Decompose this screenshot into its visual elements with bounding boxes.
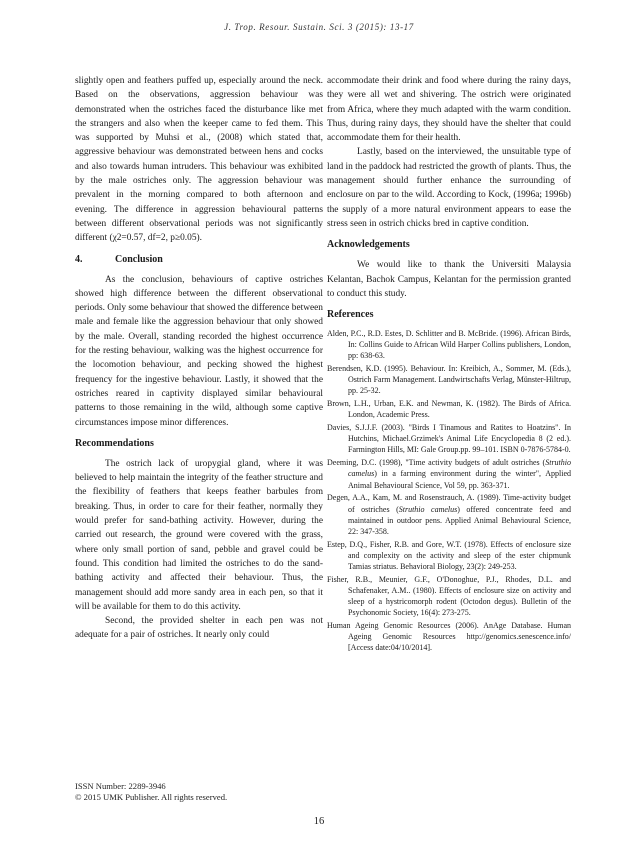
section-title: Conclusion (115, 253, 163, 265)
recommendations-heading: Recommendations (75, 437, 154, 449)
reference-item: Estep, D.Q., Fisher, R.B. and Gore, W.T. (1978). Effects of enclosure size and complexity on the activity and sleep of the ester chipmunk Tamias striatus. Behavioral Biology, 23(2): 249-253. (327, 539, 571, 571)
left-column (75, 74, 323, 643)
right-column (327, 74, 571, 655)
species-name: Struthio camelus (348, 458, 571, 479)
species-name: Struthio camelus (398, 504, 458, 514)
conclusion-heading (75, 253, 323, 266)
paragraph: accommodate their drink and food where during the rainy days, they were all wet and shivering. The ostrich were originated from Africa, where they much adapted with the warm condition. Thus, during rainy days, they should have the shelter that could accommodate them for their health. (327, 76, 571, 144)
reference-item: Berendsen, K.D. (1995). Behaviour. In: Kreibich, A., Sommer, M. (Eds.), Ostrich Farm Management. Landwirtschafts Verlag, Münster-Hiltrup, pp. 25-32. (327, 364, 571, 396)
paragraph: Lastly, based on the interviewed, the unsuitable type of land in the paddock had restricted the growth of plants. Thus, the management should further enhance the surrounding of enclosure on par to the wild. According to Kock, (1996a; 1996b) the supply of a more natural environment appears to ease the stress seen in ostrich chicks bred in captive condition. (327, 147, 571, 229)
page-number: 16 (313, 816, 325, 827)
acknowledgements-text: We would like to thank the Universiti Malaysia Kelantan, Bachok Campus, Kelantan for the permission granted to conduct this study. (327, 260, 571, 299)
reference-text: Deeming, D.C. (1998), "Time activity budgets of adult ostriches ( (327, 458, 546, 468)
references-heading: References (327, 309, 374, 321)
paragraph: As the conclusion, behaviours of captive ostriches showed high difference between the different observational periods. Only some behaviour that showed the difference between male and female like the aggression behaviour that only showed by the male. Overall, standing recorded the highest occurrence for the resting behaviour, walking was the highest occurrence for the locomotion behaviour, and pecking showed the highest frequency for the ingestive behaviour. Lastly, it showed that the ostriches reared in captivity displayed similar behavioural patterns to those remaining in the wild, although some captive circumstances impose minor differences. (75, 274, 323, 428)
paragraph: slightly open and feathers puffed up, especially around the neck. Based on the observations, aggression behaviour was demonstrated when the ostriches faced the disturbance like met the strangers and also when the keeper came to fed them. This was supported by Muhsi et al., (2008) which stated that, aggressive behaviour was demonstrated between hens and cocks and also towards human intruders. This behaviour was exhibited by the male ostriches only. The aggression behaviour was prevalent in the morning compared to both afternoon and evening. The difference in aggression behavioural patterns between different observational periods was not significantly different (χ2=0.57, df=2, p≥0.05). (75, 76, 323, 244)
page-footer (75, 781, 227, 803)
acknowledgements-heading: Acknowledgements (327, 239, 410, 251)
reference-item (327, 492, 571, 536)
reference-item: Human Ageing Genomic Resources (2006). AnAge Database. Human Ageing Genomic Resources http://genomics.senescence.info/ [Access date:04/10/2014]. (327, 620, 571, 653)
issn-number: ISSN Number: 2289-3946 (75, 781, 166, 791)
reference-text: ) in a farming environment during the winter", Applied Animal Behavioural Science, Vol 59, pp. 363-371. (348, 469, 571, 490)
reference-item: Alden, P.C., R.D. Estes, D. Schlitter and B. McBride. (1996). African Birds, In: Collins Guide to African Wild Harper Collins publishers, London, pp: 638-63. (327, 329, 571, 361)
paragraph: The ostrich lack of uropygial gland, where it was believed to help maintain the integrity of the feather structure and the flexibility of feathers that keeps feather barbules from breaking. Thus, in order to care for their feather, normally they would prefer for sand-bathing activity. However, during the carried out research, the ground were covered with the grass, where only small portion of sand, pebble and gravel could be found. This condition had limited the ostriches to do the sand-bathing activity and affected their behaviour. Thus, the management should add more sandy area in each pen, so that it will be available for them to do this activity. (75, 458, 323, 612)
section-number: 4. (75, 253, 83, 265)
reference-item: Davies, S.J.J.F. (2003). "Birds I Tinamous and Ratites to Hoatzins". In Hutchins, Michael.Grzimek's Animal Life Encyclopedia 8 (2 ed.). Farmington Hills, MI: Gale Group.pp. 99–101. ISBN 0-7876-5784-0. (327, 423, 571, 455)
reference-list (327, 328, 571, 653)
reference-item: Fisher, R.B., Meunier, G.F., O'Donoghue, P.J., Rhodes, D.L. and Schafenaker, A.M.. (1980). Effects of enclosure size on activity and sleep of a hystricomorph rodent (Octodon degus). Bulletin of the Psychonomic Society, 16(4): 273-275. (327, 574, 571, 617)
reference-item: Brown, L.H., Urban, E.K. and Newman, K. (1982). The Birds of Africa. London, Academic Press. (327, 399, 571, 420)
reference-text: Degen, A.A., Kam, M. and Rosenstrauch, A. (1989). Time-activity budget of ostriches ( (327, 493, 571, 514)
reference-text: ) offered concentrate feed and maintained in outdoor pens. Applied Animal Behavioural Science, 22: 347-358. (348, 504, 572, 536)
paragraph: Second, the provided shelter in each pen was not adequate for a pair of ostriches. It nearly only could (75, 616, 323, 641)
running-header: J. Trop. Resour. Sustain. Sci. 3 (2015): 13-17 (224, 22, 414, 32)
copyright-notice: © 2015 UMK Publisher. All rights reserved. (75, 792, 228, 802)
reference-item (327, 457, 571, 490)
